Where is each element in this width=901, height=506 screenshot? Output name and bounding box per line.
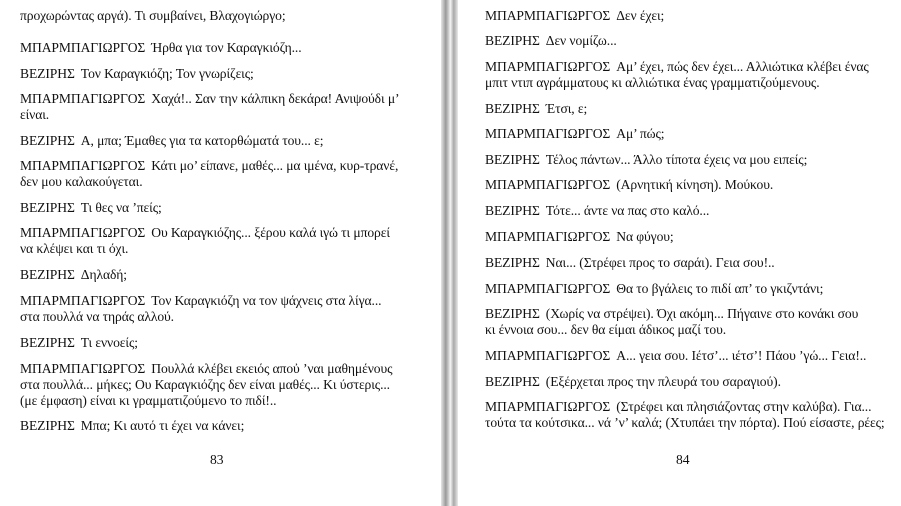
dialogue-continuation [485,415,885,431]
dialogue-text: Αμ’ πώς; [616,126,665,141]
page-number: 83 [210,452,224,467]
speaker-name: ΒΕΖΙΡΗΣ [20,200,75,215]
dialogue-line [20,133,323,149]
speaker-name: ΜΠΑΡΜΠΑΓΙΩΡΓΟΣ [485,126,611,141]
dialogue-text: Τότε... άντε να πας στο καλό... [545,203,710,218]
speaker-name: ΜΠΑΡΜΠΑΓΙΩΡΓΟΣ [485,229,611,244]
dialogue-text: Πουλλά κλέβει εκειός αποὐ ’ναι μαθημένους [151,361,393,376]
dialogue-line [20,293,381,309]
dialogue-line [485,177,773,193]
dialogue-line [20,418,244,434]
speaker-name: ΜΠΑΡΜΠΑΓΙΩΡΓΟΣ [20,91,146,106]
dialogue-text: τούτα τα κούτσικα... νά ’ν’ καλά; (Χτυπάει την πόρτα). Πού είσαστε, ρέες; [485,415,885,430]
dialogue-text: στα πουλλά να τηράς αλλού. [20,309,174,324]
dialogue-line [485,281,823,297]
speaker-name: ΜΠΑΡΜΠΑΓΙΩΡΓΟΣ [20,225,146,240]
speaker-name: ΜΠΑΡΜΠΑΓΙΩΡΓΟΣ [20,158,146,173]
dialogue-line [20,361,392,377]
speaker-name: ΒΕΖΙΡΗΣ [485,203,540,218]
speaker-name: ΒΕΖΙΡΗΣ [485,255,540,270]
dialogue-line [485,306,858,322]
dialogue-text: Δεν νομίζω... [545,33,617,48]
speaker-name: ΜΠΑΡΜΠΑΓΙΩΡΓΟΣ [20,293,146,308]
dialogue-text: (Στρέφει και πλησιάζοντας στην καλύβα). Για... [616,399,872,414]
dialogue-continuation [20,8,286,24]
dialogue-line [485,8,664,24]
dialogue-text: Να φύγου; [616,229,674,244]
dialogue-text: στα πουλλά... μήκες; Ου Καραγκιόζης δεν είναι μαθές... Κι ύστερις... [20,377,390,392]
page-number: 84 [676,452,690,467]
book-gutter [441,0,458,506]
dialogue-text: Ναι... (Στρέφει προς το σαράι). Γεια σου!.. [545,255,775,270]
dialogue-text: (Εξέρχεται προς την πλευρά του σαραγιού). [545,374,781,389]
dialogue-text: δεν μου καλακούγεται. [20,174,143,189]
dialogue-text: προχωρώντας αργά). Τι συμβαίνει, Βλαχογιώργο; [20,8,286,23]
dialogue-text: Έτσι, ε; [545,101,588,116]
speaker-name: ΜΠΑΡΜΠΑΓΙΩΡΓΟΣ [485,348,611,363]
dialogue-line [485,348,866,364]
dialogue-line [485,33,617,49]
dialogue-continuation [20,377,390,393]
dialogue-text: Τι θες να ’πείς; [80,200,162,215]
dialogue-line [485,152,807,168]
dialogue-continuation [20,174,143,190]
dialogue-text: Θα το βγάλεις το πιδί απ’ το γκιζντάνι; [616,281,824,296]
speaker-name: ΒΕΖΙΡΗΣ [485,306,540,321]
speaker-name: ΒΕΖΙΡΗΣ [485,101,540,116]
dialogue-line [485,59,869,75]
speaker-name: ΒΕΖΙΡΗΣ [20,133,75,148]
dialogue-line [485,101,587,117]
dialogue-line [20,91,399,107]
dialogue-text: Α... γεια σου. Ιέτσ’... ιέτσ’! Πάου ’γώ... Γεια!.. [616,348,867,363]
dialogue-text: Κάτι μο’ είπανε, μαθές... μα ιμένα, κυρ-τρανέ, [151,158,399,173]
dialogue-line [20,335,138,351]
speaker-name: ΒΕΖΙΡΗΣ [20,267,75,282]
speaker-name: ΜΠΑΡΜΠΑΓΙΩΡΓΟΣ [20,40,146,55]
speaker-name: ΜΠΑΡΜΠΑΓΙΩΡΓΟΣ [485,399,611,414]
speaker-name: ΒΕΖΙΡΗΣ [485,33,540,48]
dialogue-text: είναι. [20,107,50,122]
dialogue-text: Δεν έχει; [616,8,665,23]
speaker-name: ΜΠΑΡΜΠΑΓΙΩΡΓΟΣ [485,177,611,192]
dialogue-text: Τι εννοείς; [80,335,138,350]
dialogue-line [485,203,709,219]
dialogue-continuation [485,75,820,91]
speaker-name: ΒΕΖΙΡΗΣ [20,66,75,81]
dialogue-line [485,399,871,415]
dialogue-text: Χαχά!.. Σαν την κάλπικη δεκάρα! Ανιψούδι μ’ [151,91,400,106]
dialogue-continuation [20,241,128,257]
dialogue-line [20,158,398,174]
dialogue-continuation [20,107,49,123]
speaker-name: ΜΠΑΡΜΠΑΓΙΩΡΓΟΣ [485,8,611,23]
dialogue-text: Α, μπα; Έμαθες για τα κατορθώματά του... ε; [80,133,324,148]
dialogue-line [485,229,674,245]
dialogue-line [20,225,390,241]
dialogue-line [20,66,254,82]
dialogue-line [20,200,162,216]
dialogue-text: Αμ’ έχει, πώς δεν έχει... Αλλιώτικα κλέβει ένας [616,59,869,74]
dialogue-text: Τον Καραγκιόζη; Τον γνωρίζεις; [80,66,254,81]
dialogue-continuation [20,309,174,325]
speaker-name: ΜΠΑΡΜΠΑΓΙΩΡΓΟΣ [485,281,611,296]
left-page [0,0,441,506]
speaker-name: ΒΕΖΙΡΗΣ [485,152,540,167]
dialogue-line [485,374,781,390]
dialogue-text: (Χωρίς να στρέψει). Όχι ακόμη... Πήγαινε στο κονάκι σου [545,306,859,321]
dialogue-continuation [485,322,726,338]
dialogue-text: (με έμφαση) είναι κι γραμματιζούμενο το πιδί!.. [20,393,277,408]
speaker-name: ΒΕΖΙΡΗΣ [20,335,75,350]
dialogue-text: μπιτ ντιπ αγράμματους κι αλλιώτικα ένας γραμματιζούμενους. [485,75,820,90]
dialogue-line [20,267,127,283]
speaker-name: ΜΠΑΡΜΠΑΓΙΩΡΓΟΣ [485,59,611,74]
dialogue-text: κι έννοια σου... δεν θα είμαι άδικος μαζί του. [485,322,727,337]
dialogue-text: Τον Καραγκιόζη να τον ψάχνεις στα λίγα... [151,293,382,308]
speaker-name: ΒΕΖΙΡΗΣ [20,418,75,433]
right-page [458,0,901,506]
speaker-name: ΒΕΖΙΡΗΣ [485,374,540,389]
dialogue-line [485,255,775,271]
dialogue-line [20,40,302,56]
dialogue-line [485,126,664,142]
dialogue-continuation [20,393,276,409]
dialogue-text: Τέλος πάντων... Άλλο τίποτα έχεις να μου ειπείς; [545,152,808,167]
dialogue-text: (Αρνητική κίνηση). Μούκου. [616,177,774,192]
dialogue-text: Δηλαδή; [80,267,127,282]
dialogue-text: Ου Καραγκιόζης... ξέρου καλά ιγώ τι μπορεί [151,225,390,240]
dialogue-text: Μπα; Κι αυτό τι έχει να κάνει; [80,418,245,433]
dialogue-text: να κλέψει και τι όχι. [20,241,129,256]
dialogue-text: Ήρθα για τον Καραγκιόζη... [151,40,302,55]
speaker-name: ΜΠΑΡΜΠΑΓΙΩΡΓΟΣ [20,361,146,376]
